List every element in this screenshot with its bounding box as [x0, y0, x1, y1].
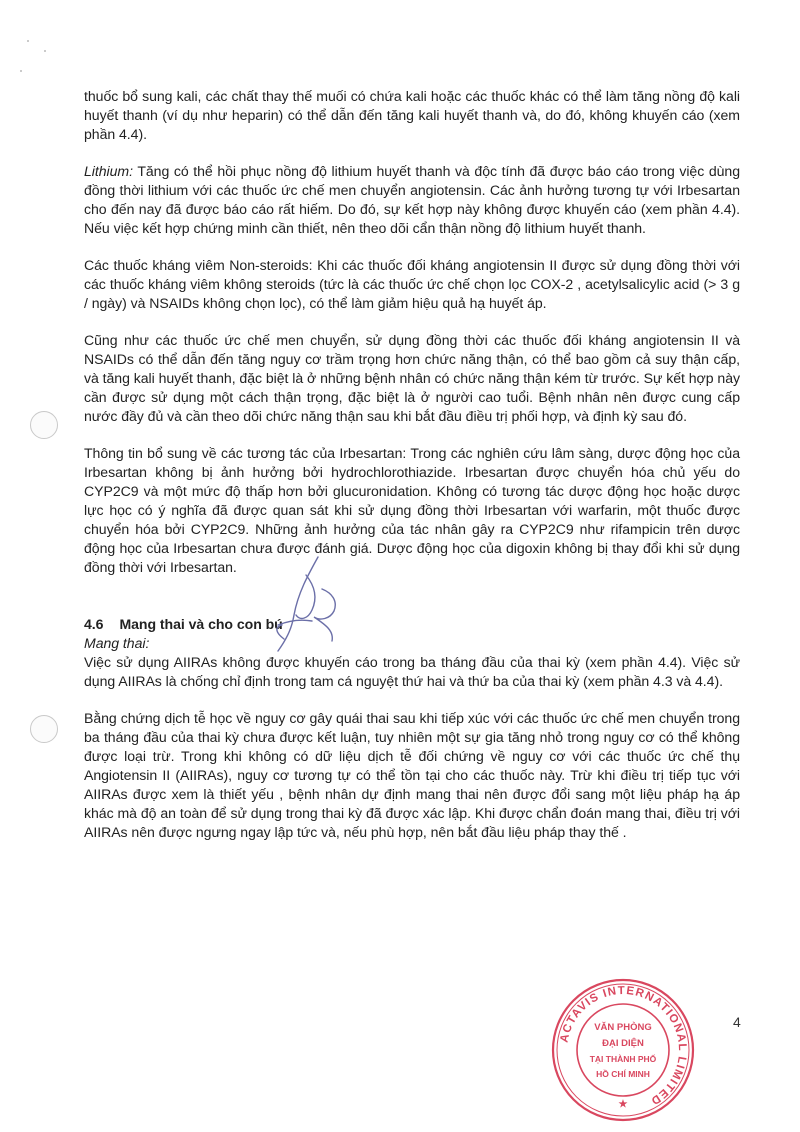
section-subtitle: Mang thai: — [84, 635, 150, 651]
stamp-line-3: TẠI THÀNH PHỐ — [589, 1054, 657, 1064]
paragraph-lithium — [84, 162, 740, 238]
lithium-lead: Lithium: — [84, 163, 133, 179]
paragraph-epidemiology: Bằng chứng dịch tễ học về nguy cơ gây quái thai sau khi tiếp xúc với các thuốc ức chế men chuyển trong ba tháng đầu của thai kỳ chưa được kết luận, tuy nhiên một sự gia tăng nhỏ trong nguy cơ có thể không được loại trừ. Trong khi không có dữ liệu dịch tễ đối chứng về nguy cơ với các thuốc ức chế thụ Angiotensin II (AIIRAs), nguy cơ tương tự có thể tồn tại cho các thuốc này. Trừ khi điều trị tiếp tục với AIIRAs được xem là thiết yếu , bệnh nhân dự định mang thai nên được đổi sang một liệu pháp hạ áp khác mà độ an toàn để sử dụng trong thai kỳ đã được xác lập. Khi được chẩn đoán mang thai, điều trị với AIIRAs nên được ngưng ngay lập tức và, nếu phù hợp, nên bắt đầu liệu pháp thay thế . — [84, 710, 740, 840]
stamp-ring-text: ACTAVIS INTERNATIONAL LIMITED — [558, 984, 689, 1108]
body-text — [84, 87, 740, 842]
stamp-line-1: VĂN PHÒNG — [594, 1022, 652, 1033]
section-heading — [84, 615, 740, 634]
scan-speck — [20, 70, 22, 72]
page-number: 4 — [733, 1014, 741, 1030]
punch-hole-icon — [30, 411, 58, 439]
stamp-star-icon: ★ — [618, 1099, 628, 1110]
scan-speck — [27, 40, 29, 42]
punch-hole-icon — [30, 715, 58, 743]
paragraph-nsaids: Các thuốc kháng viêm Non-steroids: Khi các thuốc đối kháng angiotensin II được sử dụng đồng thời với các thuốc kháng viêm không steroids (tức là các thuốc ức chế chọn lọc COX-2 , acetylsalicylic acid (> 3 g / ngày) và NSAIDs không chọn lọc), có thể làm giảm hiệu quả hạ huyết áp. — [84, 257, 740, 311]
paragraph-irbesartan-info: Thông tin bổ sung về các tương tác của Irbesartan: Trong các nghiên cứu lâm sàng, dược động học của Irbesartan không bị ảnh hưởng bởi hydrochlorothiazide. Irbesartan được chuyển hóa chủ yếu do CYP2C9 và một mức độ thấp hơn bởi glucuronidation. Không có tương tác dược động học hoặc dược lực học có ý nghĩa đã được quan sát khi sử dụng đồng thời Irbesartan với warfarin, một thuốc được chuyển hóa bởi CYP2C9. Những ảnh hưởng của tác nhân gây ra CYP2C9 như rifampicin trên dược động học của Irbesartan chưa được đánh giá. Dược động học của digoxin không bị thay đổi khi sử dụng đồng thời với Irbesartan. — [84, 445, 740, 575]
section-number: 4.6 — [84, 616, 104, 632]
company-stamp-icon — [548, 975, 698, 1125]
lithium-text: Tăng có thể hồi phục nồng độ lithium huyết thanh và độc tính đã được báo cáo trong việc dùng đồng thời lithium với các thuốc ức chế men chuyển angiotensin. Các ảnh hưởng tương tự với Irbesartan cho đến nay đã được báo cáo rất hiếm. Do đó, sự kết hợp này không được khuyến cáo (xem phần 4.4). Nếu việc kết hợp chứng minh cần thiết, nên theo dõi cẩn thận nồng độ lithium huyết thanh. — [84, 163, 740, 236]
paragraph-potassium: thuốc bổ sung kali, các chất thay thế muối có chứa kali hoặc các thuốc khác có thể làm tăng nồng độ kali huyết thanh (ví dụ như heparin) có thể dẫn đến tăng kali huyết thanh và, do đó, không khuyến cáo (xem phần 4.4). — [84, 88, 740, 142]
scan-speck — [44, 50, 46, 52]
stamp-line-4: HỒ CHÍ MINH — [596, 1069, 650, 1079]
paragraph-aiiras-use: Việc sử dụng AIIRAs không được khuyến cáo trong ba tháng đầu của thai kỳ (xem phần 4.4). Việc sử dụng AIIRAs là chống chỉ định trong tam cá nguyệt thứ hai và thứ ba của thai kỳ (xem phần 4.3 và 4.4). — [84, 654, 740, 689]
signature-icon — [248, 555, 373, 655]
stamp-line-2: ĐẠI DIỆN — [602, 1038, 644, 1049]
paragraph-ace-inhibitors: Cũng như các thuốc ức chế men chuyển, sử dụng đồng thời các thuốc đối kháng angiotensin II và NSAIDs có thể dẫn đến tăng nguy cơ trầm trọng hơn chức năng thận, có thể bao gồm cả suy thận cấp, và tăng kali huyết thanh, đặc biệt là ở những bệnh nhân có chức năng thận kém từ trước. Sự kết hợp này cần được sử dụng một cách thận trọng, đặc biệt là ở người cao tuổi. Bệnh nhân nên được cung cấp nước đầy đủ và cần theo dõi chức năng thận sau khi bắt đầu điều trị phối hợp, và định kỳ sau đó. — [84, 332, 740, 424]
section-title: Mang thai và cho con bú — [119, 616, 283, 632]
